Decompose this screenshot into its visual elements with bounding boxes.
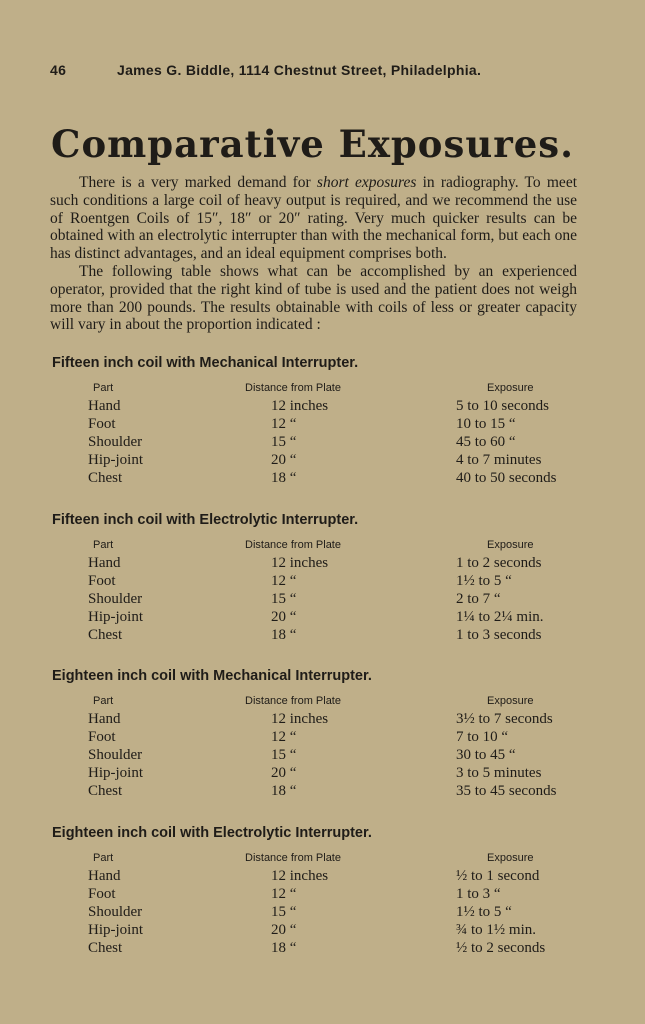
col-header-exposure: Exposure bbox=[487, 852, 534, 864]
col-header-distance: Distance from Plate bbox=[245, 695, 341, 707]
cell-exposure: 3 to 5 minutes bbox=[456, 765, 542, 781]
intro-paragraph-2: The following table shows what can be accomplished by an experienced operator, provided that the right kind of tube is used and the patient does not weigh more than 200 pounds. The results obtainable with coils of less or greater capacity will vary in about the proportion indicated : bbox=[50, 262, 577, 334]
table-row bbox=[0, 940, 645, 958]
cell-distance: 20 “ bbox=[271, 609, 297, 625]
cell-part: Hip-joint bbox=[88, 922, 143, 938]
running-title: James G. Biddle, 1114 Chestnut Street, Philadelphia. bbox=[117, 62, 482, 78]
table-row bbox=[0, 729, 645, 747]
cell-distance: 18 “ bbox=[271, 470, 297, 486]
cell-part: Shoulder bbox=[88, 747, 143, 763]
cell-exposure: ½ to 1 second bbox=[456, 868, 540, 884]
table-row bbox=[0, 922, 645, 940]
cell-exposure: 1½ to 5 “ bbox=[456, 573, 512, 589]
cell-part: Chest bbox=[88, 470, 123, 486]
col-header-part: Part bbox=[93, 695, 114, 707]
col-header-distance: Distance from Plate bbox=[245, 852, 341, 864]
cell-distance: 12 inches bbox=[271, 868, 329, 884]
table-row bbox=[0, 573, 645, 591]
cell-exposure: 1¼ to 2¼ min. bbox=[456, 609, 544, 625]
intro-paragraph-1 bbox=[50, 174, 577, 263]
page-title: Comparative Exposures. bbox=[51, 122, 574, 166]
cell-distance: 20 “ bbox=[271, 765, 297, 781]
cell-distance: 15 “ bbox=[271, 434, 297, 450]
table-row bbox=[0, 416, 645, 434]
cell-part: Hip-joint bbox=[88, 452, 143, 468]
cell-part: Chest bbox=[88, 783, 123, 799]
intro-p1-start: There is a very marked demand for bbox=[79, 174, 317, 191]
cell-part: Foot bbox=[88, 886, 116, 902]
cell-distance: 12 “ bbox=[271, 886, 297, 902]
table-row bbox=[0, 886, 645, 904]
cell-exposure: 35 to 45 seconds bbox=[456, 783, 557, 799]
table-row bbox=[0, 555, 645, 573]
page-number: 46 bbox=[50, 62, 67, 78]
table-row bbox=[0, 904, 645, 922]
cell-part: Shoulder bbox=[88, 591, 143, 607]
cell-part: Hand bbox=[88, 711, 121, 727]
table-heading: Eighteen inch coil with Electrolytic Interrupter. bbox=[52, 825, 372, 841]
cell-part: Hand bbox=[88, 868, 121, 884]
cell-part: Chest bbox=[88, 940, 123, 956]
cell-exposure: ½ to 2 seconds bbox=[456, 940, 546, 956]
col-header-distance: Distance from Plate bbox=[245, 382, 341, 394]
cell-exposure: 1 to 3 seconds bbox=[456, 627, 542, 643]
table-row bbox=[0, 470, 645, 488]
table-row bbox=[0, 591, 645, 609]
table-heading: Eighteen inch coil with Mechanical Interrupter. bbox=[52, 668, 372, 684]
cell-part: Hand bbox=[88, 398, 121, 414]
cell-part: Hand bbox=[88, 555, 121, 571]
cell-distance: 15 “ bbox=[271, 904, 297, 920]
cell-distance: 15 “ bbox=[271, 591, 297, 607]
cell-part: Hip-joint bbox=[88, 609, 143, 625]
cell-part: Hip-joint bbox=[88, 765, 143, 781]
table-row bbox=[0, 398, 645, 416]
cell-part: Foot bbox=[88, 416, 116, 432]
cell-part: Foot bbox=[88, 573, 116, 589]
table-row bbox=[0, 452, 645, 470]
cell-exposure: 1 to 2 seconds bbox=[456, 555, 542, 571]
col-header-exposure: Exposure bbox=[487, 539, 534, 551]
cell-distance: 12 “ bbox=[271, 573, 297, 589]
cell-distance: 20 “ bbox=[271, 452, 297, 468]
cell-distance: 12 “ bbox=[271, 416, 297, 432]
cell-exposure: 4 to 7 minutes bbox=[456, 452, 542, 468]
table-heading: Fifteen inch coil with Electrolytic Interrupter. bbox=[52, 512, 359, 528]
table-heading: Fifteen inch coil with Mechanical Interrupter. bbox=[52, 355, 359, 371]
intro-p1-end: in radiography. To meet such conditions a large coil of heavy output is required, and we recommend the use of Roentgen Coils of 15″, 18″ or 20″ rating. Very much quicker results can be obtained with an electrolytic interrupter than with the mechanical form, but each one has distinct advantages, and an ideal equipment comprises both. bbox=[50, 174, 577, 263]
col-header-part: Part bbox=[93, 382, 114, 394]
cell-exposure: 10 to 15 “ bbox=[456, 416, 516, 432]
cell-distance: 12 inches bbox=[271, 555, 329, 571]
table-row bbox=[0, 747, 645, 765]
cell-part: Chest bbox=[88, 627, 123, 643]
cell-part: Foot bbox=[88, 729, 116, 745]
cell-exposure: 40 to 50 seconds bbox=[456, 470, 557, 486]
cell-exposure: ¾ to 1½ min. bbox=[456, 922, 537, 938]
cell-part: Shoulder bbox=[88, 434, 143, 450]
cell-exposure: 5 to 10 seconds bbox=[456, 398, 549, 414]
cell-exposure: 1½ to 5 “ bbox=[456, 904, 512, 920]
col-header-exposure: Exposure bbox=[487, 382, 534, 394]
intro-p1-emphasis: short exposures bbox=[316, 174, 417, 191]
table-row bbox=[0, 868, 645, 886]
cell-distance: 12 inches bbox=[271, 398, 329, 414]
table-row bbox=[0, 711, 645, 729]
cell-distance: 12 “ bbox=[271, 729, 297, 745]
cell-distance: 15 “ bbox=[271, 747, 297, 763]
table-row bbox=[0, 765, 645, 783]
table-row bbox=[0, 627, 645, 645]
cell-distance: 18 “ bbox=[271, 940, 297, 956]
cell-exposure: 7 to 10 “ bbox=[456, 729, 509, 745]
cell-exposure: 3½ to 7 seconds bbox=[456, 711, 553, 727]
col-header-part: Part bbox=[93, 852, 114, 864]
col-header-distance: Distance from Plate bbox=[245, 539, 341, 551]
cell-distance: 12 inches bbox=[271, 711, 329, 727]
cell-exposure: 30 to 45 “ bbox=[456, 747, 516, 763]
cell-distance: 18 “ bbox=[271, 783, 297, 799]
col-header-exposure: Exposure bbox=[487, 695, 534, 707]
cell-exposure: 2 to 7 “ bbox=[456, 591, 501, 607]
table-row bbox=[0, 783, 645, 801]
cell-exposure: 45 to 60 “ bbox=[456, 434, 516, 450]
table-row bbox=[0, 609, 645, 627]
cell-distance: 18 “ bbox=[271, 627, 297, 643]
col-header-part: Part bbox=[93, 539, 114, 551]
intro-text bbox=[50, 174, 577, 334]
cell-exposure: 1 to 3 “ bbox=[456, 886, 501, 902]
cell-part: Shoulder bbox=[88, 904, 143, 920]
table-row bbox=[0, 434, 645, 452]
cell-distance: 20 “ bbox=[271, 922, 297, 938]
